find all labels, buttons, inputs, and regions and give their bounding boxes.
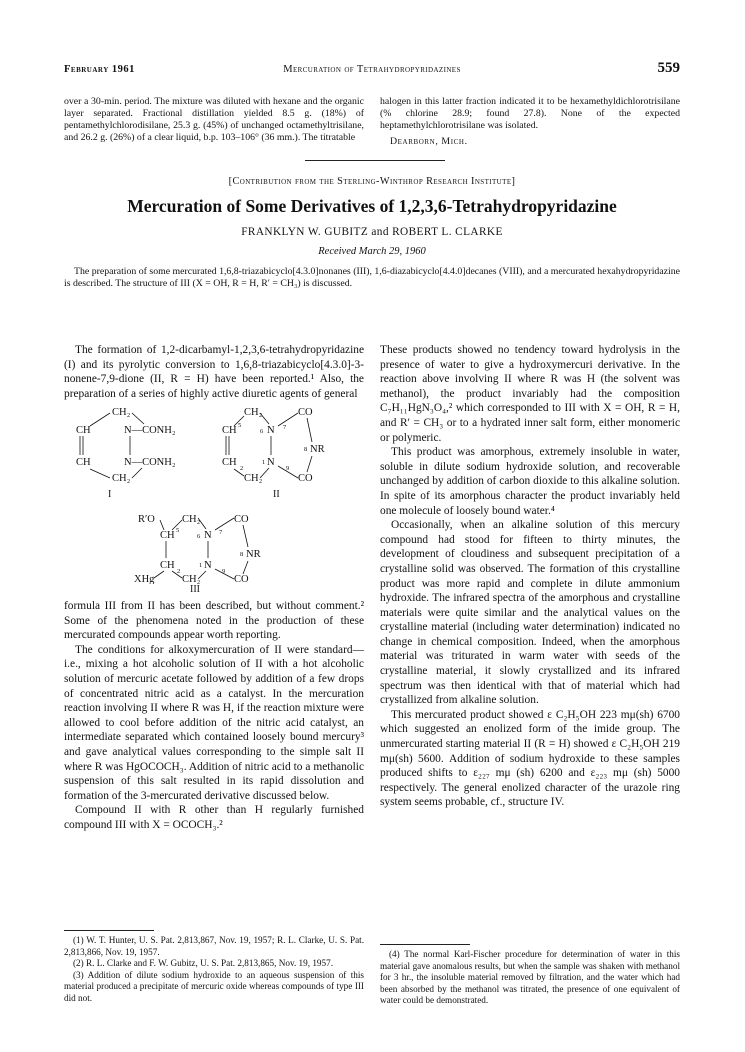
struct-III-label: III: [190, 584, 200, 595]
struct-II-num8: 8: [304, 446, 308, 453]
structure-III: [134, 514, 261, 584]
struct-I-ch-bottom: CH: [76, 457, 91, 468]
struct-II-co-bottom: CO: [298, 473, 313, 484]
right-paragraph-4: This mercurated product showed ε C₂H₅OH 223 mμ(sh) 6700 which suggested an enolized form of the imide group. The unmercurated starting material II (R = H) showed ε C₂H₅OH 219 mμ(sh) 5600. Addition of sodium hydroxide to these samples produced shifts to ε₂₂₇ mμ (sh) 6200 and ε₂₂₃ mμ (sh) 5000 respectively. The general enolized character of the urazole ring system seems probable, cf., structure IV.: [380, 708, 680, 809]
left-paragraph-3: The conditions for alkoxymercuration of II were standard—i.e., mixing a hot alcoholic solution of II with a hot alcoholic solution of mercuric acetate followed by addition of a few drops of concentrated nitric acid as a catalyst. In the mercuration reaction involving II where R was H, if the reaction mixture were allowed to cool before addition of the nitric acid catalyst, an intermediate separated which contained loosely bound mercury³ and gave analytical values corresponding to the simple salt II where R was HgOCOCH₃. Addition of nitric acid to a methanolic suspension of this salt resulted in its rapid dissolution and formation of the 3-mercurated derivative discussed below.: [64, 643, 364, 802]
page-number: 559: [657, 60, 680, 76]
footnote-1: (1) W. T. Hunter, U. S. Pat. 2,813,867, Nov. 19, 1957; R. L. Clarke, U. S. Pat. 2,813,866, Nov. 19, 1957.: [64, 935, 364, 957]
previous-article-right: [380, 96, 680, 148]
footnote-2: (2) R. L. Clarke and F. W. Gubitz, U. S. Pat. 2,813,865, Nov. 19, 1957.: [73, 958, 333, 968]
left-paragraph-1: The formation of 1,2-dicarbamyl-1,2,3,6-tetrahydropyridazine (I) and its pyrolytic conversion to 1,6,8-triazabicyclo[4.3.0]-3-nonene-7,9-dione (II, R = H) have been reported.¹ Also, the preparation of a series of highly active diuretic agents of general: [64, 344, 364, 400]
abstract: The preparation of some mercurated 1,6,8-triazabicyclo[4.3.0]nonanes (III), 1,6-diazabicyclo[4.4.0]decanes (VIII), and a mercurated hexahydropyridazine is described. The structure of III (X = OH, R = H, R′ = CH₃) is discussed.: [64, 266, 680, 289]
article-authors: FRANKLYN W. GUBITZ and ROBERT L. CLARKE: [241, 226, 503, 238]
struct-II-n6: N: [267, 425, 275, 436]
previous-article-left: [64, 96, 364, 144]
struct-III-num1: 1: [199, 562, 203, 569]
struct-II-n1: N: [267, 457, 275, 468]
previous-article-text-right: halogen in this latter fraction indicated it to be hexamethyldichlorotrisilane (% chlorine 28.9; found 27.8). None of the expected heptamethylchlorotrisilane was isolated.: [380, 96, 680, 131]
received-date: Received March 29, 1960: [318, 246, 426, 257]
header-journal-title: Mercuration of Tetrahydropyridazines: [283, 64, 461, 75]
right-footnotes: [380, 944, 680, 1007]
footnote-4: (4) The normal Karl-Fischer procedure for determination of water in this material gave anomalous results, but when the sample was shaken with methanol for 3 hr., the insoluble material removed by filtration, and the water which had been absorbed by the methanol was titrated, the presence of one equivalent of water could be demonstrated.: [380, 949, 680, 1005]
struct-III-num7: 7: [219, 529, 223, 536]
struct-III-ch4: CH: [160, 530, 175, 541]
right-column: [380, 343, 680, 810]
struct-II-nr: NR: [310, 444, 325, 455]
struct-I-ch2-top: CH₂: [112, 407, 131, 418]
left-paragraph-4: Compound II with R other than H regularly furnished compound III with X = OCOCH₃.²: [64, 804, 364, 831]
right-paragraph-2: This product was amorphous, extremely insoluble in water, soluble in dilute sodium hydroxide solution, and recoverable unchanged by addition of carbon dioxide to this alkaline solution. In spite of its amorphous character the product invariably held one molecule of loosely bound water.⁴: [380, 446, 680, 517]
struct-II-ch4: CH: [222, 425, 237, 436]
chemical-structures: [64, 404, 364, 584]
struct-III-num6: 6: [197, 533, 201, 540]
struct-III-n1: N: [204, 560, 212, 571]
struct-III-num5: 5: [176, 527, 180, 534]
struct-III-num8: 8: [240, 551, 244, 558]
struct-II-num6: 6: [260, 428, 264, 435]
left-column: [64, 343, 364, 401]
struct-II-num7: 7: [283, 424, 287, 431]
struct-III-ch3: CH: [160, 560, 175, 571]
struct-II-ch2-top: CH₂: [244, 407, 263, 418]
struct-III-n6: N: [204, 530, 212, 541]
right-paragraph-3: Occasionally, when an alkaline solution of this mercury compound had stood for fifteen to thirty minutes, the development of cloudiness and subsequent precipitation of a crystalline solid was observed. The formation of this crystalline product was more rapid and complete in dilute ammonium hydroxide. The infrared spectra of the amorphous and crystalline materials were quite similar and the analytical values on the crystalline material (including water determination) indicated no change in chemical composition. Indeed, when the amorphous material was triturated in warm water with seeds of the crystalline material, it slowly crystallized and its infrared spectrum was then identical with that of material which had crystallized from alkaline solution.: [380, 519, 680, 707]
struct-III-co-bottom: CO: [234, 574, 249, 584]
running-header: [64, 62, 680, 78]
struct-II-ch3: CH: [222, 457, 237, 468]
struct-II-num5: 5: [238, 422, 242, 429]
left-column-continued: [64, 599, 364, 833]
struct-III-xhg: XHg: [134, 574, 155, 584]
struct-III-num9: 9: [222, 568, 226, 575]
struct-III-ch2-top: CH₂: [182, 514, 201, 525]
struct-III-num2: 2: [177, 568, 181, 575]
article-title: Mercuration of Some Derivatives of 1,2,3,6-Tetrahydropyridazine: [127, 196, 617, 216]
previous-article-text-left: over a 30-min. period. The mixture was diluted with hexane and the organic layer separated. Fractional distillation yielded 8.5 g. (18%) of pentamethylchlorodisilane, 25.3 g. (45%) of unchanged octamethyltrisilane, and 26.2 g. (26%) of a clear liquid, b.p. 103–106° (36 mm.). The titratable: [64, 96, 364, 143]
struct-I-ch-top: CH: [76, 425, 91, 436]
struct-I-ch2-bottom: CH₂: [112, 473, 131, 484]
header-date: February 1961: [64, 64, 135, 75]
struct-II-num1: 1: [262, 459, 266, 466]
structure-II: [222, 407, 325, 500]
left-paragraph-2: formula III from II has been described, but without comment.² Some of the phenomena noted in the production of these mercurated compounds appear worth reporting.: [64, 600, 364, 642]
struct-III-rprime-o: R′O: [138, 514, 155, 525]
structure-I: [76, 407, 176, 500]
left-footnotes: [64, 930, 364, 1004]
struct-II-co-top: CO: [298, 407, 313, 418]
contribution-line: [Contribution from the Sterling-Winthrop Research Institute]: [228, 176, 516, 187]
footnote-rule: [64, 930, 154, 931]
struct-III-nr: NR: [246, 549, 261, 560]
right-paragraph-1: These products showed no tendency toward hydrolysis in the presence of water to give a hydroxymercuri derivative. In the reaction above involving II where R was H (the solvent was methanol), the product invariably had the composition C₇H₁₁HgN₃O₄,² which corresponded to III with X = OH, R = H, and R′ = CH₃ or to a hydrated inner salt form, either monomeric or polymeric.: [380, 344, 680, 444]
struct-III-ch2-bottom: CH₂: [182, 574, 201, 584]
author-location: Dearborn, Mich.: [390, 135, 468, 147]
struct-II-num9: 9: [286, 465, 290, 472]
struct-I-label: I: [108, 489, 112, 500]
article-separator: [305, 160, 445, 161]
footnote-rule-right: [380, 944, 470, 945]
struct-II-label: II: [273, 489, 280, 500]
footnote-3: (3) Addition of dilute sodium hydroxide to an aqueous suspension of this material produced a precipitate of mercuric oxide whereas compounds of type III did not.: [64, 969, 364, 1003]
struct-III-co-top: CO: [234, 514, 249, 525]
struct-II-ch2-bottom: CH₂: [244, 473, 263, 484]
struct-I-n-conh2-bottom: N—CONH₂: [124, 457, 176, 468]
struct-II-num2: 2: [240, 465, 244, 472]
struct-I-n-conh2-top: N—CONH₂: [124, 425, 176, 436]
